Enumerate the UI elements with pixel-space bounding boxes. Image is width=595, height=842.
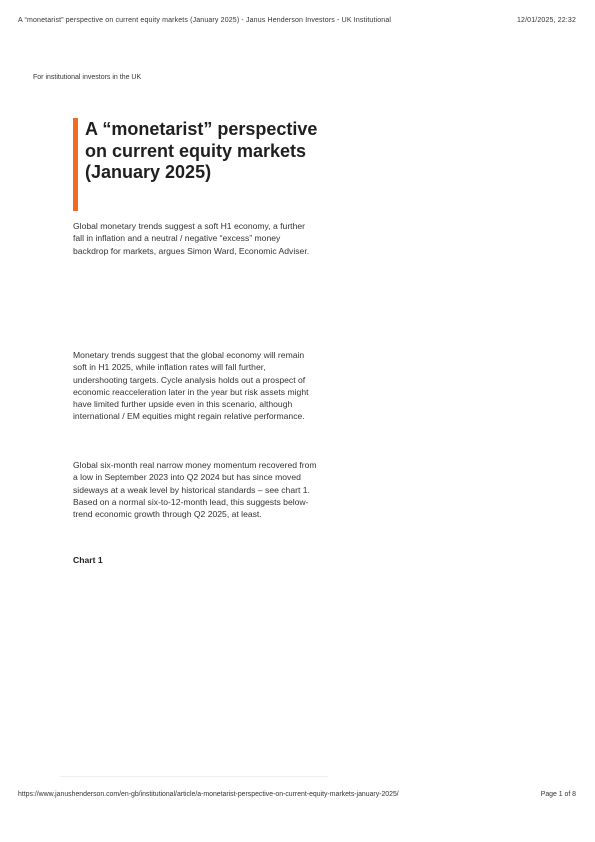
print-header-title: A “monetarist” perspective on current equity markets (January 2025) - Janus Henderson Investors - UK Institutional	[18, 17, 392, 24]
print-header-datetime: 12/01/2025, 22:32	[517, 17, 576, 24]
chart-label: Chart 1	[73, 555, 103, 565]
title-accent-bar	[73, 118, 78, 211]
article-intro: Global monetary trends suggest a soft H1 economy, a further fall in inflation and a neutral / negative “excess” money backdrop for markets, argues Simon Ward, Economic Adviser.	[73, 221, 310, 256]
footer-divider	[60, 776, 328, 777]
print-footer-page-number: Page 1 of 8	[540, 791, 576, 798]
audience-disclaimer: For institutional investors in the UK	[33, 74, 142, 81]
article-paragraph: Monetary trends suggest that the global economy will remain soft in H1 2025, while inflation rates will fall further, undershooting targets. Cycle analysis holds out a prospect of economic reacceleration later in the year but risk assets might have limited further upside even in this scenario, although international / EM equities might regain relative performance.	[73, 350, 309, 422]
article-title: A “monetarist” perspective on current equity markets (January 2025)	[85, 119, 318, 182]
article-paragraph: Global six-month real narrow money momentum recovered from a low in September 2023 into Q2 2024 but has since moved sideways at a weak level by historical standards – see chart 1. Based on a normal six-to-12-month lead, this suggests below-trend economic growth through Q2 2025, at least.	[73, 460, 317, 520]
print-footer-url[interactable]: https://www.janushenderson.com/en-gb/institutional/article/a-monetarist-perspective-on-current-equity-markets-january-2025/	[18, 791, 399, 798]
